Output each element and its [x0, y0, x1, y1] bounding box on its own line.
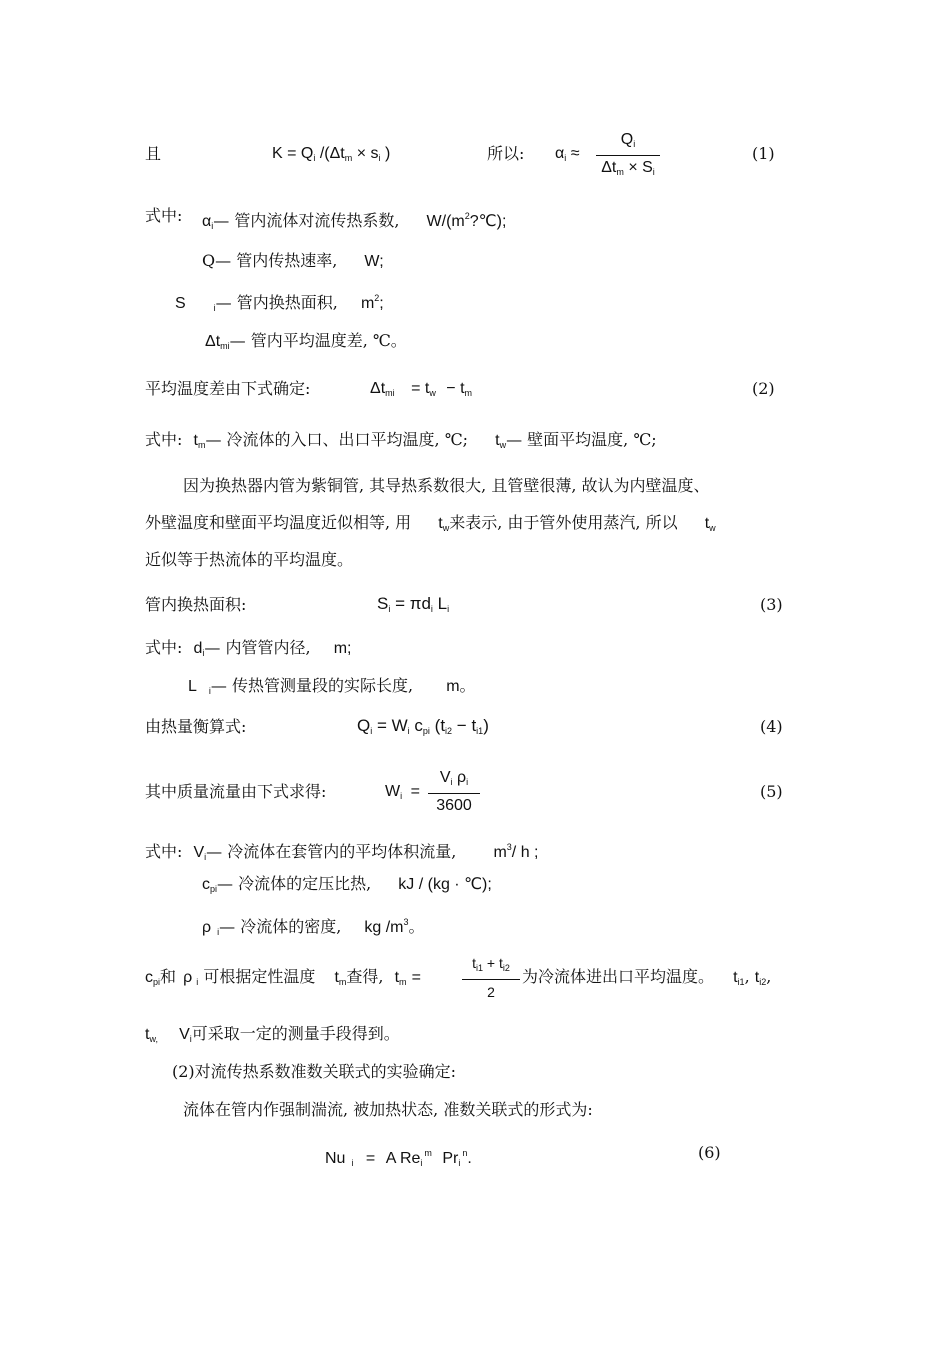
- eq1-number: (1): [752, 144, 775, 163]
- where1-dt-line: $\Delta t_{mi}—$ 管内平均温度差, ℃。: [205, 331, 407, 351]
- eq4-expression: $Q_i = W_i$ $c_{pi}$ $(t_{i2} - t_{i1})$: [357, 716, 489, 736]
- para1-line2: 外壁温度和壁面平均温度近似相等, 用 $t_w$来表示, 由于管外使用蒸汽, 所以 $t_w$: [145, 513, 716, 533]
- para1-line3: 近似等于热流体的平均温度。: [145, 550, 354, 569]
- where1-q-line: Q— 管内传热速率, W;: [202, 251, 384, 270]
- eq3-lead: 管内换热面积:: [145, 595, 247, 614]
- where3-l-line: L $_i$— 传热管测量段的实际长度, m。: [188, 676, 476, 696]
- para2-line1-a: $c_{pi}$和 ρ $_i$ 可根据定性温度 $t_m$查得, $t_m$ =: [145, 967, 421, 987]
- where5-v-line: 式中: $V_i—$ 冷流体在套管内的平均体积流量, $m^3/$ h ;: [145, 842, 539, 862]
- where1-s-line: S $_i$— 管内换热面积, $m^2$;: [175, 293, 384, 313]
- where1-lead: 式中:: [145, 206, 183, 225]
- eq6-number: (6): [698, 1143, 721, 1162]
- where2-line: 式中: $t_m—$ 冷流体的入口、出口平均温度, ℃; $t_w—$ 壁面平均温度, ℃;: [145, 430, 657, 450]
- para1-line1: 因为换热器内管为紫铜管, 其导热系数很大, 且管壁很薄, 故认为内壁温度、: [183, 476, 710, 495]
- eq1-k-expression: $K = Q_i$ $/(\Delta t_m \times s_i$ ): [272, 145, 391, 163]
- eq2-lead: 平均温度差由下式确定:: [145, 379, 311, 398]
- eq2-expression: $\Delta t_{mi} = t_w - t_m$: [370, 380, 473, 398]
- where3-d-line: 式中: $d_i—$ 内管管内径, m;: [145, 638, 352, 658]
- eq1-alpha: $\alpha_i$ ≈: [555, 145, 580, 163]
- eq1-lead: 且: [145, 144, 162, 163]
- eq4-lead: 由热量衡算式:: [145, 717, 247, 736]
- eq3-expression: $S_i = \pi d_i$ $L_i$: [377, 594, 450, 614]
- where5-rho-line: ρ $_i$— 冷流体的密度, kg $/m^3$。: [202, 917, 425, 937]
- eq4-number: (4): [760, 717, 783, 736]
- eq5-lhs: $W_i$ =: [385, 783, 420, 801]
- eq1-so: 所以:: [487, 144, 525, 163]
- eq3-number: (3): [760, 595, 783, 614]
- para2-fraction: $t_{i1} + t_{i2}$ 2: [462, 953, 520, 1002]
- where1-alpha-line: $\alpha_i—$ 管内流体对流传热系数, $W/(m^2?℃)$;: [202, 211, 507, 231]
- eq6-expression: Nu $_i$ = A $Re_i^m$ $Pr_i^n$.: [325, 1148, 472, 1168]
- section2-heading: (2)对流传热系数准数关联式的实验确定:: [172, 1062, 457, 1081]
- eq2-number: (2): [752, 379, 775, 398]
- where5-c-line: $c_{pi}—$ 冷流体的定压比热, kJ / (kg · ℃);: [202, 874, 492, 894]
- para2-line2: $t_{w,}$ $V_i$可采取一定的测量手段得到。: [145, 1024, 400, 1044]
- eq1-fraction: $Q_i$ $\Delta t_m \times S_i$: [596, 130, 660, 182]
- eq5-number: (5): [760, 782, 783, 801]
- eq5-fraction: $V_i$ $\rho_i$ 3600: [428, 768, 480, 816]
- section2-line: 流体在管内作强制湍流, 被加热状态, 准数关联式的形式为:: [183, 1100, 593, 1119]
- para2-line1-b: 为冷流体进出口平均温度。 $t_{i1}$, $t_{i2}$,: [522, 967, 772, 987]
- eq5-lead: 其中质量流量由下式求得:: [145, 782, 327, 801]
